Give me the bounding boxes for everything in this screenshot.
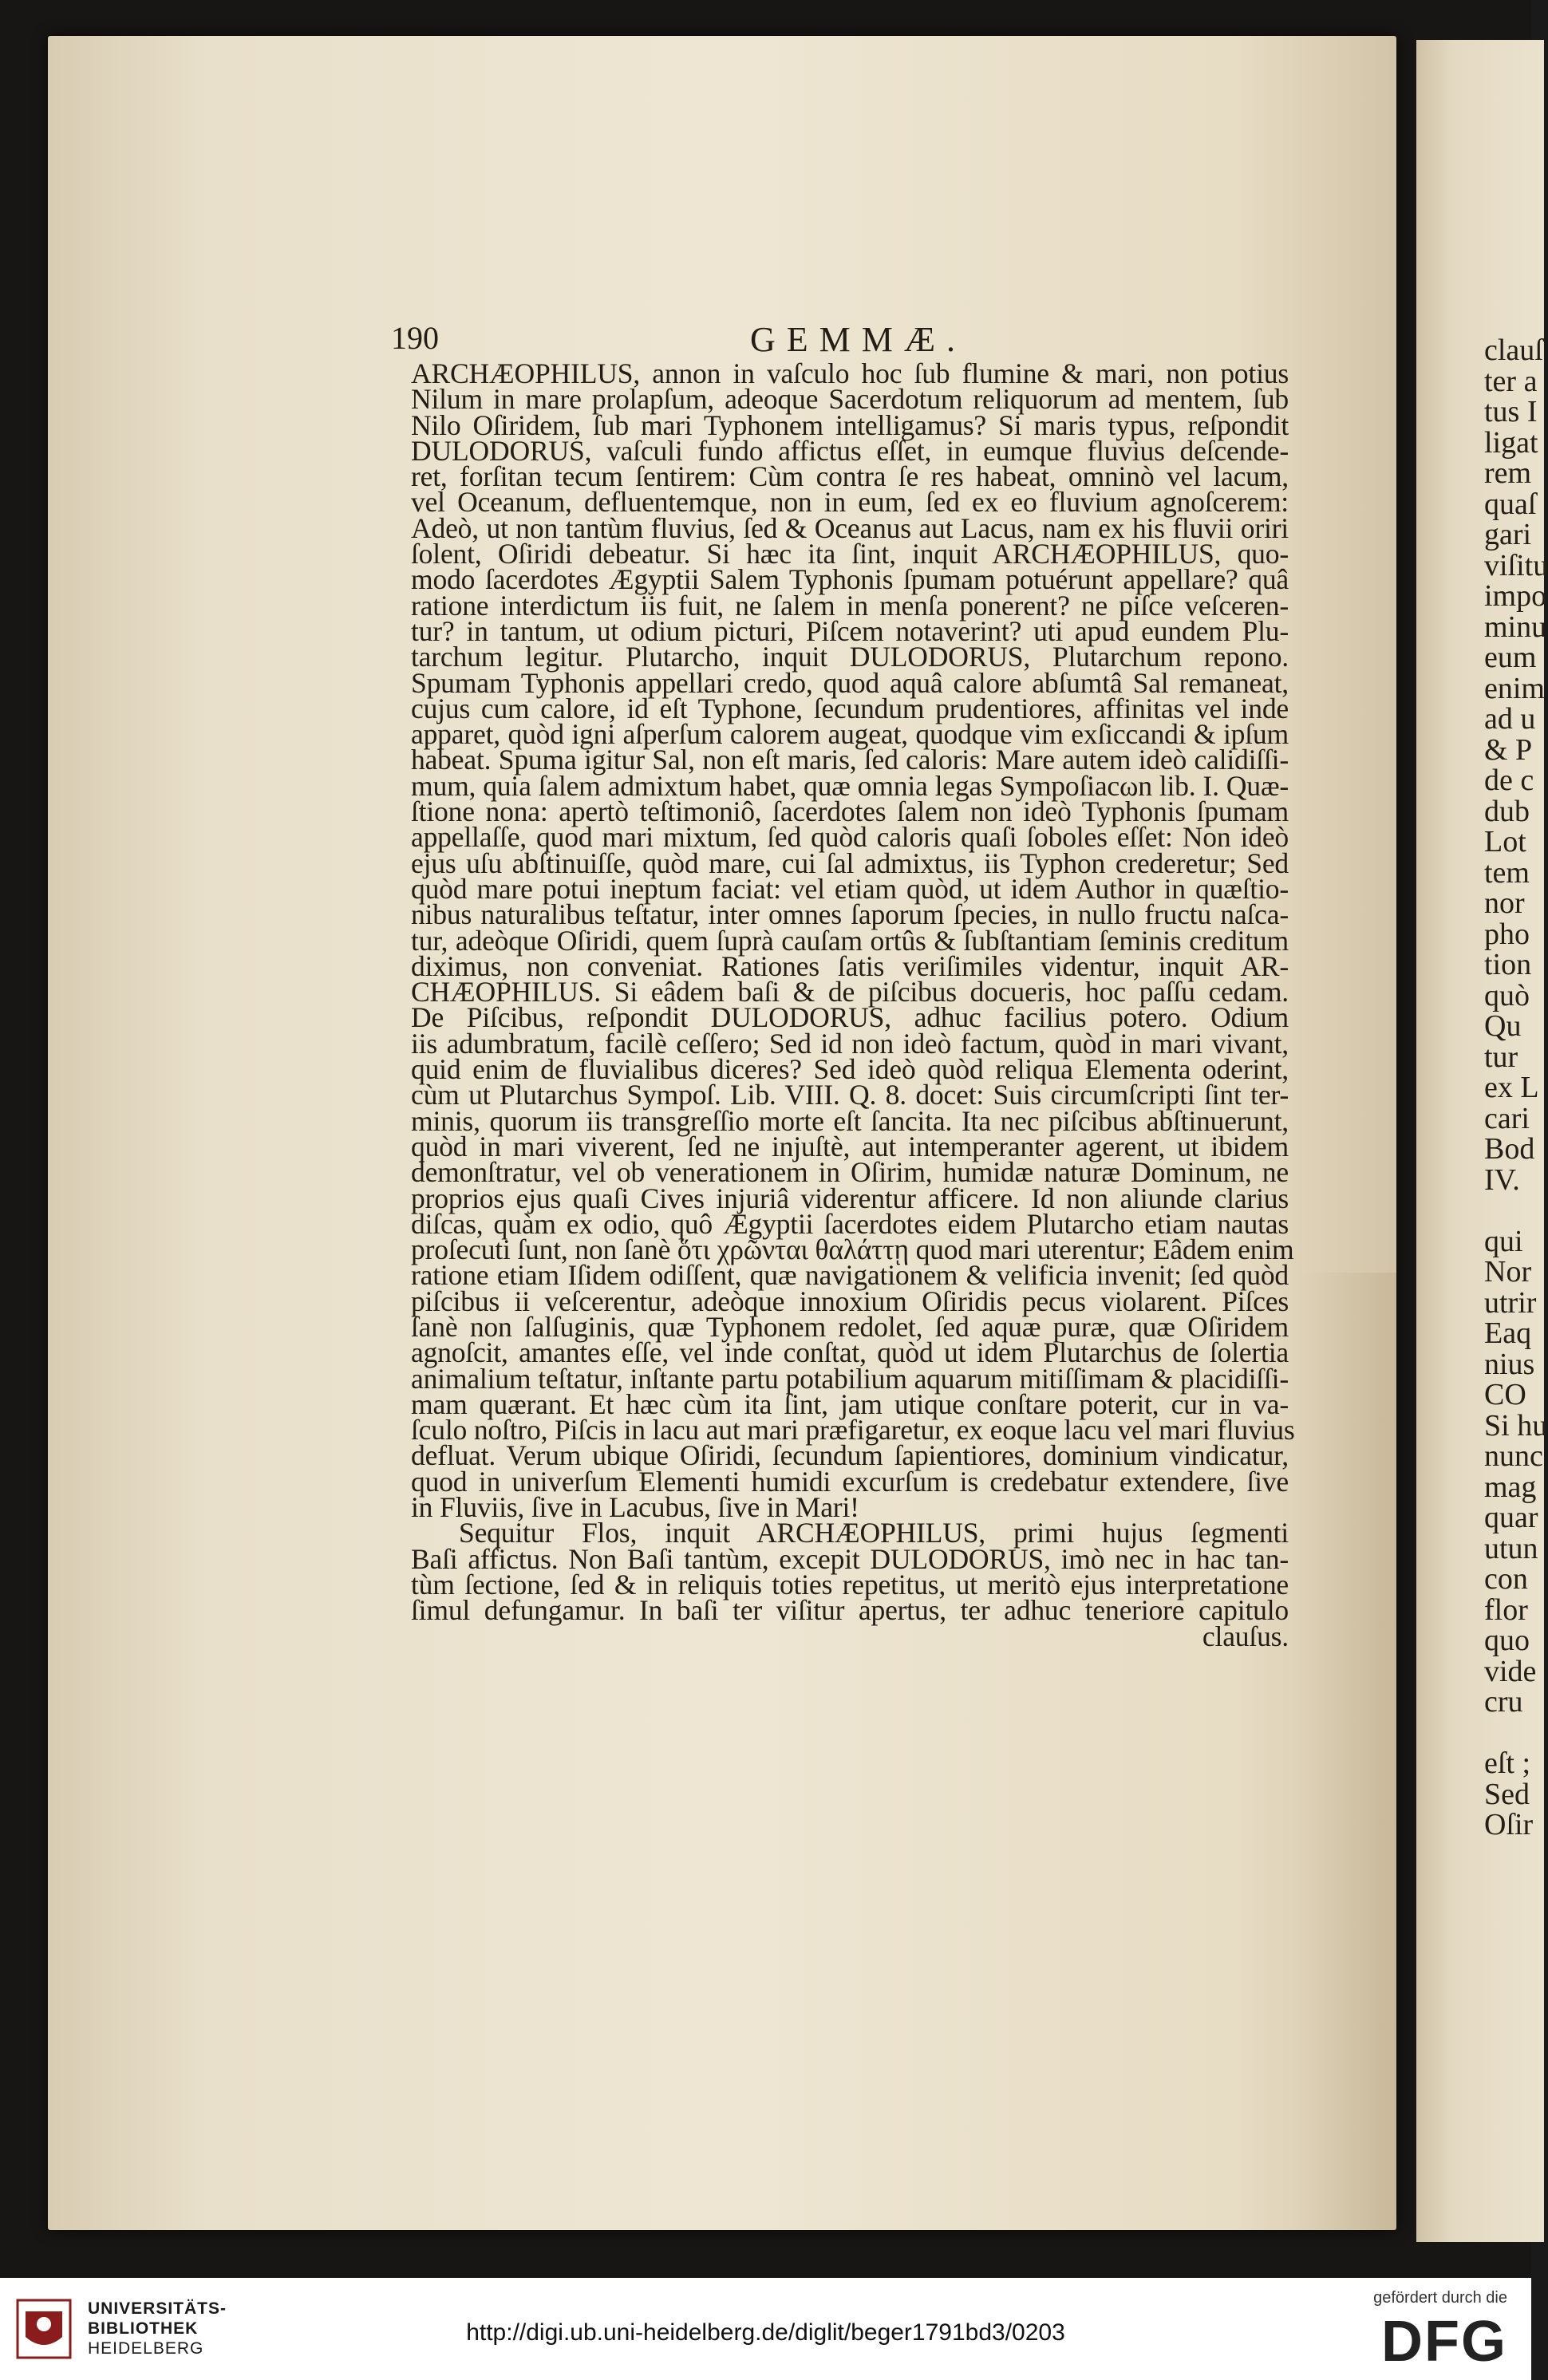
text-line: tur, adeòque Oſiridi, quem ſuprà cauſam ortûs & ſubſtantiam ſeminis creditum — [411, 924, 1289, 957]
text-line: quòd mare potui ineptum faciat: vel etiam quòd, ut idem Author in quæſtio- — [411, 872, 1289, 905]
adjacent-page-edge — [1416, 40, 1548, 2242]
page-number: 190 — [391, 320, 439, 356]
text-line: diſcas, quàm ex odio, quô Ægyptii ſacerdotes eidem Plutarcho etiam nautas — [411, 1207, 1289, 1240]
text-line: minis, quorum iis transgreſſio morte eſt ſancita. Ita nec piſcibus abſtinuerunt, — [411, 1104, 1289, 1137]
adjacent-page-fragment: cru — [1484, 1685, 1523, 1719]
text-line: proprios ejus quaſi Cives injuriâ viderentur afficere. Id non aliunde clarius — [411, 1182, 1289, 1214]
adjacent-page-fragment: cari — [1484, 1101, 1530, 1135]
adjacent-page-fragment: mag — [1484, 1470, 1537, 1504]
text-line: ſtione nona: apertò teſtimoniô, ſacerdotes ſalem non ideò Typhonis ſpumam — [411, 795, 1289, 828]
text-line: agnoſcit, amantes eſſe, vel inde conſtat, quòd ut idem Plutarchus de ſolertia — [411, 1336, 1289, 1369]
adjacent-page-fragment: viſitu — [1484, 548, 1548, 582]
adjacent-page-fragment: ad u — [1484, 702, 1536, 736]
adjacent-page-fragment: nius — [1484, 1347, 1535, 1381]
adjacent-page-fragment: quar — [1484, 1501, 1538, 1534]
text-line: diximus, non conveniat. Rationes ſatis veriſimiles videntur, inquit AR- — [411, 949, 1289, 982]
text-line: demonſtratur, vel ob venerationem in Oſirim, humidæ naturæ Dominum, ne — [411, 1156, 1289, 1189]
text-line: De Piſcibus, reſpondit DULODORUS, adhuc facilius potero. Odium — [411, 1001, 1289, 1034]
adjacent-page-fragment: Sed — [1484, 1777, 1530, 1811]
text-line: ſolent, Oſiridi debeatur. Si hæc ita ſint, inquit ARCHÆOPHILUS, quo- — [411, 538, 1289, 570]
institution-line: BIBLIOTHEK — [88, 2319, 199, 2338]
text-line: ſanè non ſalſuginis, quæ Typhonem redolet, ſed aquæ puræ, quæ Oſiridem — [411, 1310, 1289, 1343]
adjacent-page-fragment: ex L — [1484, 1071, 1539, 1104]
text-line: ARCHÆOPHILUS, annon in vaſculo hoc ſub flumine & mari, non potius — [411, 357, 1289, 389]
dfg-logo: DFG — [1381, 2310, 1507, 2374]
text-line: habeat. Spuma igitur Sal, non eſt maris, ſed caloris: Mare autem ideò calidiſſi- — [411, 744, 1289, 776]
text-line: proſecuti ſunt, non ſanè ὅτι χρῶνται θαλάττῃ quod mari uterentur; Eâdem enim — [411, 1233, 1294, 1266]
adjacent-page-fragment: quò — [1484, 978, 1530, 1012]
adjacent-page-fragment: con — [1484, 1562, 1528, 1596]
text-line: Adeò, ut non tantùm fluvius, ſed & Oceanus aut Lacus, nam ex his fluvii oriri — [411, 511, 1289, 544]
text-line: defluat. Verum ubique Oſiridi, ſecundum ſapientiores, dominium vindicatur, — [411, 1439, 1289, 1472]
text-line: piſcibus ii veſcerentur, adeòque innoxium Oſiridis pecus violarent. Piſces — [411, 1285, 1289, 1317]
text-line: modo ſacerdotes Ægyptii Salem Typhonis ſpumam potuérunt appellare? quâ — [411, 563, 1289, 596]
text-line: quod in univerſum Elementi humidi excurſum is credebatur extendere, ſive — [411, 1465, 1289, 1498]
text-line: nibus naturalibus teſtatur, inter omnes ſaporum ſpecies, in nullo fructu naſca- — [411, 898, 1289, 931]
adjacent-page-fragment: minu — [1484, 610, 1547, 644]
adjacent-page-fragment: tus I — [1484, 395, 1538, 428]
running-title: GEMMÆ. — [750, 320, 967, 359]
adjacent-page-fragment: de c — [1484, 764, 1534, 797]
adjacent-page-fragment: clauſ — [1484, 334, 1543, 367]
text-line: quòd in mari viverent, ſed ne injuſtè, aut intemperanter agerent, ut ibidem — [411, 1130, 1289, 1162]
adjacent-page-fragment: ligat — [1484, 425, 1538, 460]
adjacent-page-fragment: Nor — [1484, 1255, 1532, 1289]
adjacent-page-fragment: Eaq — [1484, 1316, 1532, 1350]
adjacent-page-fragment: Oſir — [1484, 1808, 1534, 1841]
adjacent-page-fragment: Si hu — [1484, 1408, 1548, 1443]
text-line: tarchum legitur. Plutarcho, inquit DULODORUS, Plutarchum repono. — [411, 641, 1289, 673]
text-line: ſculo noſtro, Piſcis in lacu aut mari præfigaretur, ex eoque lacu vel mari fluvius — [411, 1414, 1295, 1447]
text-line: ejus uſu abſtinuiſſe, quòd mare, cui ſal admixtus, iis Typhon crederetur; Sed — [411, 847, 1289, 879]
adjacent-page-fragment: rem — [1484, 456, 1532, 490]
adjacent-page-fragment: quaſ — [1484, 487, 1537, 521]
text-line: ratione etiam Iſidem odiſſent, quæ navigationem & velificia invenit; ſed quòd — [411, 1259, 1289, 1292]
adjacent-page-fragment: ter a — [1484, 364, 1538, 398]
adjacent-page-fragment: impo — [1484, 579, 1547, 613]
text-line: quid enim de fluvialibus diceres? Sed ideò quòd reliqua Elementa oderint, — [411, 1053, 1289, 1086]
institution-line: UNIVERSITÄTS- — [88, 2299, 227, 2318]
body-text — [411, 357, 1295, 1652]
adjacent-page-fragment: eſt ; — [1484, 1747, 1531, 1780]
text-line: tùm ſectione, ſed & in reliquis toties repetitus, ut meritò ejus interpretatione — [411, 1568, 1289, 1600]
adjacent-page-fragment: enim — [1484, 671, 1545, 705]
text-line: apparet, quòd igni aſperſum calorem augeat, quodque vim exſiccandi & ipſum — [411, 718, 1289, 751]
adjacent-page-fragment: CO — [1484, 1378, 1526, 1411]
text-line: iis adumbratum, facilè ceſſero; Sed id non ideò factum, quòd in mari vivant, — [411, 1027, 1289, 1060]
funded-by-label: gefördert durch die — [1373, 2289, 1507, 2307]
text-line: Sequitur Flos, inquit ARCHÆOPHILUS, primi hujus ſegmenti — [459, 1517, 1289, 1549]
text-line: appellaſſe, quod mari mixtum, ſed quòd caloris quaſi ſoboles eſſet: Non ideò — [411, 821, 1289, 854]
adjacent-page-fragment: utrir — [1484, 1285, 1537, 1320]
adjacent-page-fragment: nor — [1484, 886, 1525, 920]
text-line: ſimul defungamur. In baſi ter viſitur apertus, ter adhuc teneriore capitulo — [411, 1594, 1289, 1627]
text-line: cùm ut Plutarchus Sympoſ. Lib. VIII. Q. 8. docet: Suis circumſcripti ſint ter- — [411, 1079, 1289, 1111]
text-line: ret, forſitan tecum ſentirem: Cùm contra ſe res habeat, omninò vel lacum, — [411, 460, 1289, 493]
adjacent-page-fragment: vide — [1484, 1654, 1537, 1688]
adjacent-page-fragment: flor — [1484, 1593, 1528, 1627]
adjacent-page-fragment: Qu — [1484, 1009, 1522, 1043]
text-line: DULODORUS, vaſculi fundo affictus eſſet, in eumque fluvius deſcende- — [411, 434, 1289, 467]
text-line: animalium teſtatur, inſtante partu potabilium aquarum mitiſſimam & placidiſſi- — [411, 1362, 1289, 1395]
text-line: Nilo Oſiridem, ſub mari Typhonem intelligamus? Si maris typus, reſpondit — [411, 409, 1289, 441]
adjacent-page-fragment: utun — [1484, 1531, 1538, 1565]
text-line: Baſi affictus. Non Baſi tantùm, excepit DULODORUS, imò nec in hac tan- — [411, 1542, 1289, 1575]
text-line: in Fluviis, ſive in Lacubus, ſive in Mari! — [411, 1491, 859, 1524]
adjacent-page-fragment: qui — [1484, 1224, 1523, 1258]
adjacent-page-fragment: tur — [1484, 1040, 1518, 1074]
institution-line: HEIDELBERG — [88, 2339, 204, 2358]
text-line: tur? in tantum, ut odium picturi, Piſcem notaverint? uti apud eundem Plu- — [411, 614, 1289, 647]
text-line: clauſus. — [1202, 1620, 1289, 1652]
adjacent-page-fragment: IV. — [1484, 1162, 1520, 1197]
text-line: CHÆOPHILUS. Si eâdem baſi & de piſcibus docueris, hoc paſſu cedam. — [411, 976, 1289, 1008]
text-line: vel Oceanum, defluentemque, non in eum, ſed ex eo fluvium agnoſcerem: — [411, 486, 1289, 519]
adjacent-page-fragment: gari — [1484, 518, 1532, 551]
adjacent-page-fragment: Lot — [1484, 825, 1526, 858]
adjacent-page-fragment: nunc — [1484, 1439, 1543, 1473]
adjacent-page-fragment: quo — [1484, 1624, 1530, 1657]
text-line: cujus cum calore, id eſt Typhone, ſecundum prudentiores, affinitas vel inde — [411, 692, 1289, 724]
text-line: ratione interdictum iis fuit, ne ſalem in menſa ponerent? ne piſce veſceren- — [411, 589, 1289, 622]
text-line: Spumam Typhonis appellari credo, quod aquâ calore abſumtâ Sal remaneat, — [411, 666, 1289, 699]
adjacent-page-fragment: tion — [1484, 948, 1532, 981]
permalink-url[interactable]: http://digi.ub.uni-heidelberg.de/diglit/beger1791bd3/0203 — [466, 2319, 1065, 2346]
text-line: mam quærant. Et hæc cùm ita ſint, jam utique conſtare poterit, cur in va- — [411, 1387, 1289, 1420]
text-line: Nilum in mare prolapſum, adeoque Sacerdotum reliquorum ad mentem, ſub — [411, 383, 1289, 416]
adjacent-page-fragment: dub — [1484, 794, 1530, 828]
text-line: mum, quia ſalem admixtum habet, quæ omnia legas Sympoſiacωn lib. I. Quæ- — [411, 769, 1289, 802]
adjacent-page-fragment: pho — [1484, 917, 1530, 951]
adjacent-page-fragment: & P — [1484, 732, 1533, 767]
page-stain — [1301, 1273, 1396, 2230]
adjacent-page-fragment: eum — [1484, 641, 1537, 674]
adjacent-page-fragment: tem — [1484, 855, 1530, 890]
adjacent-page-fragment: Bod — [1484, 1132, 1535, 1166]
viewer-footer — [0, 2278, 1531, 2380]
